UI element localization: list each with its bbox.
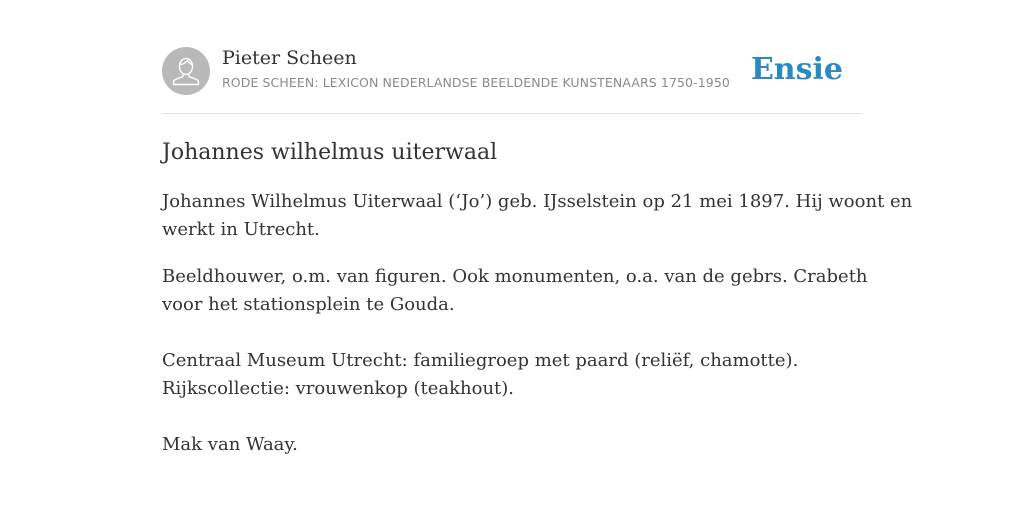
paragraph-line: Rijkscollectie: vrouwenkop (teakhout). [162,378,515,399]
paragraph-line: Beeldhouwer, o.m. van figuren. Ook monumenten, o.a. van de gebrs. Crabeth [162,266,868,287]
author-name[interactable]: Pieter Scheen [222,47,357,69]
paragraph-references [162,431,862,459]
paragraph-line: voor het stationsplein te Gouda. [162,294,455,315]
brand-logo[interactable]: Ensie [750,52,843,87]
paragraph-line: werkt in Utrecht. [162,219,320,240]
paragraph-line: Mak van Waay. [162,434,298,455]
paragraph-work [162,263,868,319]
paragraph-collections [162,347,862,403]
paragraph-biography [162,188,913,244]
header-divider [162,113,862,114]
author-header [162,46,862,96]
paragraph-line: Johannes Wilhelmus Uiterwaal (‘Jo’) geb. IJsselstein op 21 mei 1897. Hij woont en [162,191,913,212]
article-body [162,137,913,459]
source-title[interactable]: RODE SCHEEN: LEXICON NEDERLANDSE BEELDENDE KUNSTENAARS 1750-1950 [222,75,730,90]
paragraph-line: Centraal Museum Utrecht: familiegroep met paard (reliëf, chamotte). [162,350,799,371]
author-avatar[interactable] [162,47,210,95]
article-title: Johannes wilhelmus uiterwaal [162,140,498,165]
user-silhouette-icon [162,47,210,95]
